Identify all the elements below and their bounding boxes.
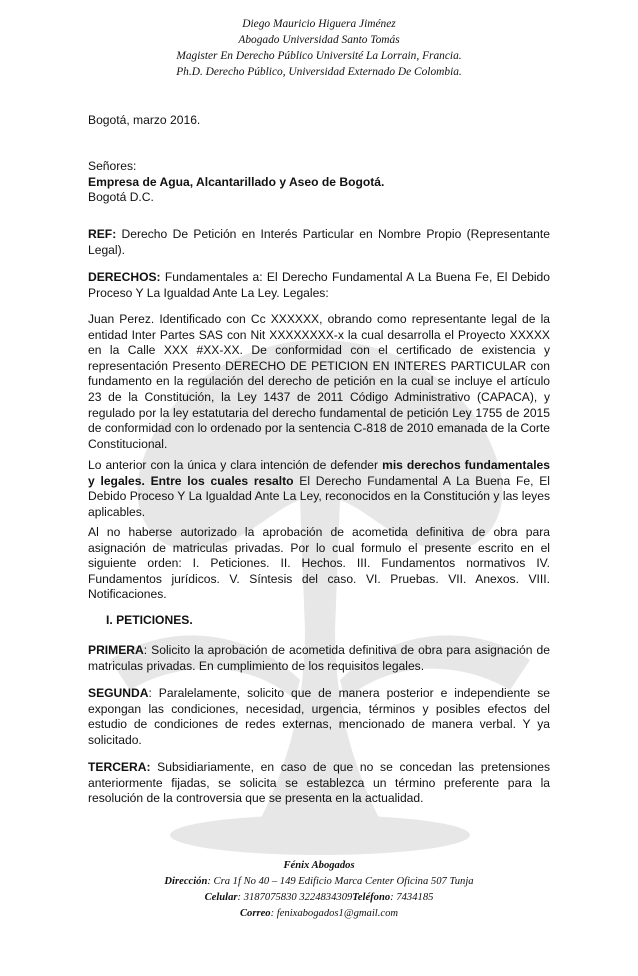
ref-paragraph xyxy=(88,227,550,258)
peticion-segunda: SEGUNDA: Paralelamente, solicito que de manera posterior e independiente se expongan las condiciones, necesidad, urgencia, términos y posibles efectos del estudio de condiciones de redes externas, mencionado de manera verbal. Y ya solicitado. xyxy=(88,686,550,747)
salutation: Señores: xyxy=(88,159,137,173)
ref-text: Derecho De Petición en Interés Particular en Nombre Propio (Representante Legal). xyxy=(88,227,550,257)
footer-phones: Celular: 3187075830 3224834309Teléfono: 7434185 xyxy=(204,892,434,903)
footer-address: Dirección: Cra 1f No 40 – 149 Edificio Marca Center Oficina 507 Tunja xyxy=(164,876,474,887)
section-heading: I. PETICIONES. xyxy=(106,613,193,627)
recipient-block xyxy=(88,159,550,206)
intro-paragraph: Juan Perez. Identificado con Cc XXXXXX, obrando como representante legal de la entidad Inter Partes SAS con Nit XXXXXXXX-x la cual desarrolla el Proyecto XXXXX en la Calle XXX #XX-XX. De conformidad con el certificado de existencia y representación Presento DERECHO DE PETICION EN INTERES PARTICULAR con fundamento en la regulación del derecho de petición en la cual se incluye el artículo 23 de la Constitución, la Ley 1437 de 2011 Código Administrativo (CAPACA), y regulado por la ley estatutaria del derecho fundamental de petición Ley 1755 de 2015 de conformidad con lo ordenado por la sentencia C-818 de 2010 emanada de la Corte Constitucional. xyxy=(88,312,550,451)
letter-date: Bogotá, marzo 2016. xyxy=(88,113,201,127)
letterhead-phd: Ph.D. Derecho Público, Universidad Externado De Colombia. xyxy=(176,66,462,78)
intent-paragraph: Lo anterior con la única y clara intención de defender mis derechos fundamentales y legales. Entre los cuales resalto El Derecho Fundamental A La Buena Fe, El Debido Proceso Y La Igualdad Ante La Ley, reconocidos en la Constitución y las leyes aplicables. xyxy=(88,458,551,519)
peticion-primera: PRIMERA: Solicito la aprobación de acometida definitiva de obra para asignación de matriculas privadas. En cumplimiento de los requisitos legales. xyxy=(88,643,550,673)
letterhead-degree: Abogado Universidad Santo Tomás xyxy=(238,34,400,46)
letterhead-name: Diego Mauricio Higuera Jiménez xyxy=(242,18,396,30)
ref-label: REF: xyxy=(88,227,117,241)
letterhead-master: Magister En Derecho Público Université La Lorrain, Francia. xyxy=(176,50,462,62)
footer-email: Correo: fenixabogados1@gmail.com xyxy=(239,908,399,919)
recipient-city: Bogotá D.C. xyxy=(88,190,154,205)
order-paragraph: Al no haberse autorizado la aprobación de acometida definitiva de obra para asignación de matriculas privadas. Por lo cual formulo el presente escrito en el siguiente orden: I. Peticiones. II. Hechos. III. Fundamentos normativos IV. Fundamentos jurídicos. V. Síntesis del caso. VI. Pruebas. VII. Anexos. VIII. Notificaciones. xyxy=(88,525,550,602)
peticion-tercera: TERCERA: Subsidiariamente, en caso de que no se concedan las pretensiones anteriormente fijadas, se solicita se establezca un término preferente para la resolución de la controversia que se presenta en la actualidad. xyxy=(88,760,550,806)
derechos-label: DERECHOS: xyxy=(88,270,161,284)
derechos-text: Fundamentales a: El Derecho Fundamental A La Buena Fe, El Debido Proceso Y La Igualdad Ante La Ley. Legales: xyxy=(88,270,550,300)
footer-firm: Fénix Abogados xyxy=(283,860,355,871)
derechos-paragraph xyxy=(88,270,550,301)
recipient-company: Empresa de Agua, Alcantarillado y Aseo de Bogotá. xyxy=(88,174,385,189)
